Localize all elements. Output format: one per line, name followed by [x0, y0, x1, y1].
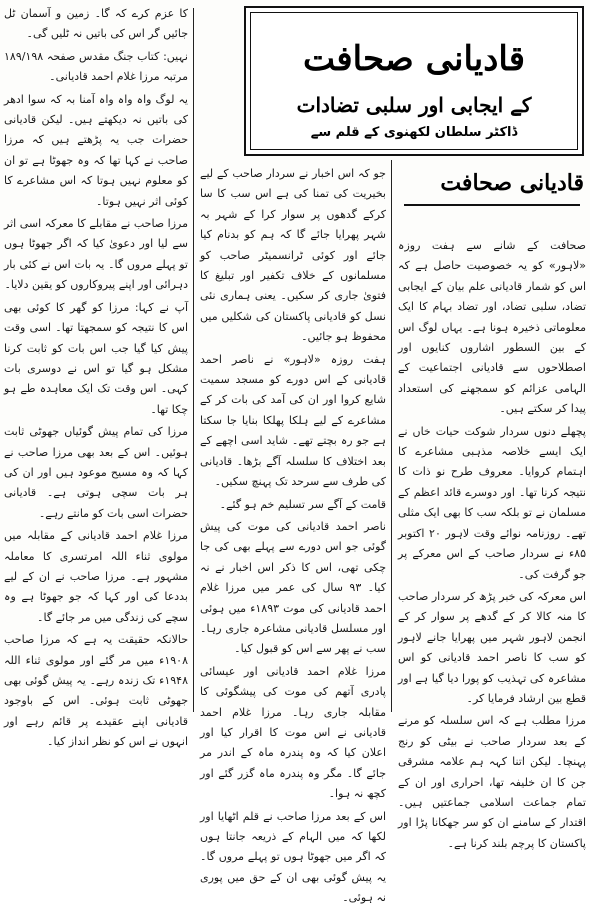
paragraph: جو کہ اس اخبار نے سردار صاحب کے لیے بخیریت کی تمنا کی ہے اس سب کا سا کرکے گدھوں پر سوار کرا کے شہر بہ شہر پھرایا جائے گا کہ ہم کو بدنام کیا جائے اور کوئی ٹرانسمیٹر صاحب کو مسلمانوں کے خلاف تکفیر اور تبلیغ کا فتویٰ جاری کر سکیں۔ یعنی ہماری نئی نسل کو قادیانی پاکستان کی شکلیں میں محفوظ ہو جائیں۔: [200, 167, 386, 344]
section-heading: قادیانی صحافت: [440, 170, 584, 196]
paragraph: مرزا غلام احمد قادیانی اور عیسائی پادری آتھم کی موت کی پیشگوئی کا مقابلہ جاری رہا۔ مرزا غلام احمد قادیانی نے اس موت کا اقرار کیا اور اعلان کیا کہ وہ پندرہ ماہ کے اندر مر جائے گا۔ مگر وہ پندرہ ماہ گزر گئے اور کچھ نہ ہوا۔: [200, 664, 386, 801]
column-divider: [391, 160, 392, 712]
paragraph: صحافت کے شانے سے ہفت روزہ «لاہور» کو یہ خصوصیت حاصل ہے کہ اس کو شمار قادیانی علم بیان کے ایجابی تضاد، سلبی تضاد، اور تضاد بہام کا ایک معلوماتی ذخیرہ ہونا ہے۔ یہاں لوگ اس کے بین السطور اشاروں کنایوں اور اصطلاحوں سے قادیانی اجتماعیت کے الہامی عزائم کو سمجھنے کی استعداد پیدا کر سکتے ہیں۔: [398, 239, 586, 416]
right-column: [398, 236, 586, 850]
headline-box: [244, 6, 584, 156]
paragraph: یہ لوگ واہ واہ واہ آمنا بہ کہ سوا ادھر کی باتیں نہ دیکھتے ہیں۔ لیکن قادیانی حضرات جب یہ پڑھتے ہیں کہ مرزا صاحب نے کہا تھا کہ وہ جھوٹا ہے تو ان کو معلوم نہیں ہوتا کہ اس مشاعرے کا کوئی اثر نہیں ہوتا۔: [4, 92, 188, 208]
paragraph: آپ نے کہا: مرزا کو گھر کا کوئی بھی اس کا نتیجہ کو سمجھتا تھا۔ اسی وقت پیش کیا گیا جب اس بات کو ثابت کرنا مشکل ہو گیا تو اس نے دوسری بات کہی۔ اس وقت تک ایک معاہدہ طے ہو چکا تھا۔: [4, 300, 188, 416]
paragraph: قامت کے آگے سر تسلیم خم ہو گئے۔: [219, 497, 386, 511]
paragraph: ہفت روزہ «لاہور» نے ناصر احمد قادیانی کے اس دورے کو مسجد سمیت شایع کروا اور ان کی آمد کی بات کر کے مشاعرے کے لیے ہلکا پھلکا بنایا جا سکتا ہے جو رہ بچتے تھے۔ شاید اسی اچھے کے بعد اختلاف کا سلسلہ آگے بڑھا۔ قادیانی کی طرف سے سرحد تک پہنچ سکیں۔: [200, 352, 386, 489]
author-byline: ڈاکٹر سلطان لکھنوی کے قلم سے: [310, 125, 518, 140]
middle-column: [200, 164, 386, 905]
headline-inner-frame: [250, 12, 578, 150]
paragraph: مرزا صاحب نے مقابلے کا معرکہ اسی اثر سے لیا اور دعویٰ کیا کہ اگر جھوٹا ہوں تو پہلے مروں گا۔ یہ بات اس نے کئی بار دہرائی اور اپنے پیروکاروں کو یقین دلایا۔: [4, 217, 188, 292]
main-title: قادیانی صحافت: [302, 39, 526, 79]
paragraph: اس کے بعد مرزا صاحب نے قلم اٹھایا اور لکھا کہ میں الہام کے ذریعہ جانتا ہوں کہ اگر میں جھوٹا ہوں تو پہلے مروں گا۔ یہ پیش گوئی بھی ان کے حق میں پوری نہ ہوئی۔: [200, 809, 386, 905]
paragraph: نہیں: کتاب جنگ مقدس صفحہ ۱۸۹/۱۹۸ مرتبہ مرزا غلام احمد قادیانی۔: [4, 49, 188, 84]
paragraph: حالانکہ حقیقت یہ ہے کہ مرزا صاحب ۱۹۰۸ء میں مر گئے اور مولوی ثناء اللہ ۱۹۴۸ء تک زندہ رہے۔ یہ پیش گوئی بھی جھوٹی ثابت ہوئی۔ اس کے باوجود قادیانی اپنے عقیدے پر قائم رہے اور انہوں نے اس کو نظر انداز کیا۔: [4, 633, 188, 749]
column-divider: [193, 8, 194, 712]
paragraph: پچھلے دنوں سردار شوکت حیات خاں نے ایک ایسے خلاصہ مذہبی مشاعرے کا اہتمام کروایا۔ معروف طرح نو ذات کا نتیجہ کرنا تھا۔ اور دوسرے قائد اعظم کے مسلمان نے تو بلکہ سب کا بھی ایک مثلی تھے۔ روزنامہ نوائے وقت لاہور ۲۰ اکتوبر ۸۵ء نے سردار صاحب کے اس معرکے پر جو گرفت کی۔: [398, 424, 586, 581]
left-column: [4, 4, 188, 749]
paragraph: ناصر احمد قادیانی کی موت کی پیش گوئی جو اس دورے سے پہلے بھی کی جا چکی تھی، اس کا ذکر اس اخبار نے نہ کیا۔ ۹۳ سال کی عمر میں مرزا غلام احمد قادیانی کی موت ۱۸۹۳ء میں ہوئی اور مسلسل قادیانی مشاعرہ جاری رہا۔ سب نے پھر سے اس کو قبول کیا۔: [200, 519, 386, 656]
heading-underline: [404, 204, 580, 206]
paragraph: مرزا غلام احمد قادیانی کے مقابلہ میں مولوی ثناء اللہ امرتسری کا معاملہ مشہور ہے۔ مرزا صاحب نے ان کے لیے بددعا کی اور کہا کہ جو جھوٹا ہے وہ سچے کی زندگی میں مر جائے گا۔: [4, 529, 188, 624]
sub-title: کے ایجابی اور سلبی تضادات: [296, 93, 532, 117]
paragraph: اس معرکہ کی خبر پڑھ کر سردار صاحب کا منہ کالا کر کے گدھے پر سوار کر کے انجمن لاہور شہر میں پھرایا جانے لاہور کو سب کا ناصر احمد قادیانی کو اس مشاعرہ کی تہذیب کو پورا دیا گیا ہے اور قطع بین ارشاد فرمایا کر۔: [398, 589, 586, 705]
paragraph: مرزا مطلب ہے کہ اس سلسلہ کو مرنے کے بعد سردار صاحب نے بیٹی کو رنج پہنچا۔ لیکن اتنا کہہ ہم علامہ مشرقی جن کا ان خلیفہ تھا، احراری اور ان کے تمام جماعت اسلامی جماعتیں ہیں۔ اقتدار کے سامنے ان کو سر جھکانا پڑا اور پاکستان کا پرچم بلند کرنا ہے۔: [398, 714, 586, 850]
paragraph: کا عزم کرے کہ گا۔ زمین و آسمان ٹل جائیں گر اس کی باتیں نہ ٹلیں گی۔: [4, 7, 188, 41]
paragraph: مرزا کی تمام پیش گوئیاں جھوٹی ثابت ہوئیں۔ اس کے بعد بھی مرزا صاحب نے کہا کہ وہ مسیح موعود ہیں اور ان کی ہر بات سچی ہوتی ہے۔ قادیانی حضرات اسی بات کو مانتے رہے۔: [4, 425, 188, 520]
